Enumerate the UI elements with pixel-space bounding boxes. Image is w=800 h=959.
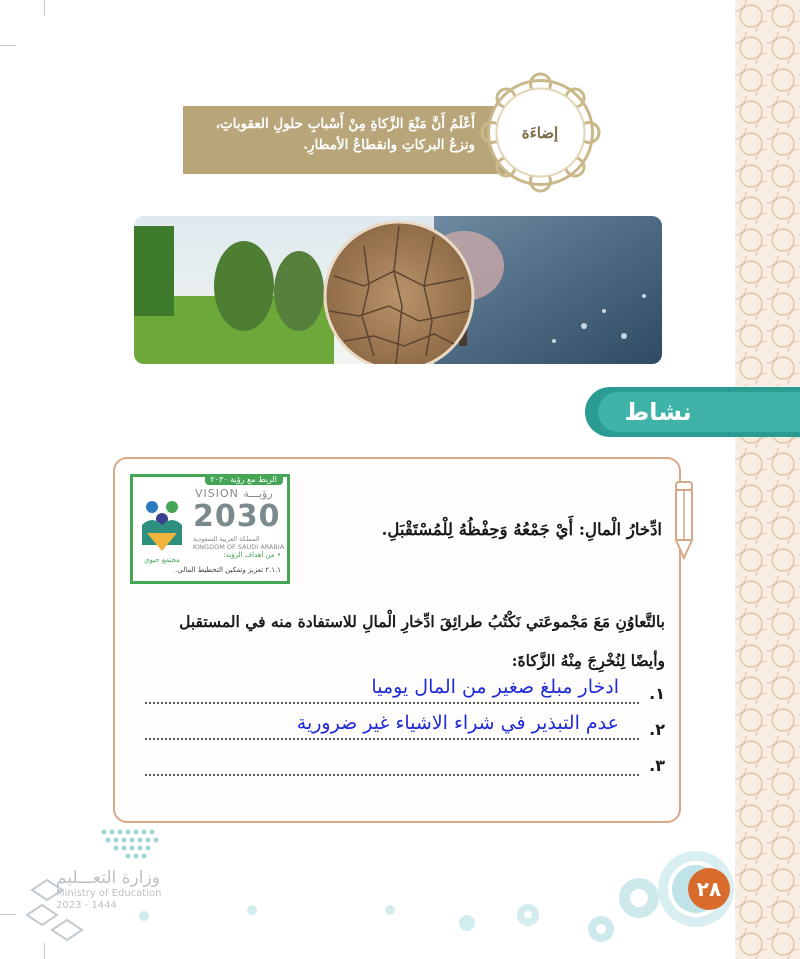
answer-number: ٢.	[649, 720, 665, 739]
vision-2030-card	[130, 474, 290, 584]
nature-photo-banner	[134, 216, 662, 364]
illumination-text: أَعْلَمُ أَنَّ مَنْعَ الزَّكاةِ مِنْ أَسْبابِ حلولِ العقوباتِ، ونزعُ البركاتِ وانقطاعُ الأمطارِ.	[215, 116, 475, 153]
answer-number: ١.	[649, 684, 665, 703]
answer-line	[145, 702, 639, 704]
answer-line	[145, 738, 639, 740]
ministry-dots-icon	[98, 826, 166, 862]
definition-text: ادِّخارُ الْمالِ: أَيْ جَمْعُهُ وَحِفْظُهُ لِلْمُسْتَقْبَلِ.	[381, 520, 662, 539]
flower-ornament-icon	[246, 904, 258, 916]
vision-goal-label: • من أهداف الرؤية:	[223, 551, 281, 559]
answer-text[interactable]: عدم التبذير في شراء الاشياء غير ضرورية	[293, 712, 623, 734]
vibrant-society-logo-icon	[137, 495, 187, 555]
vision-logo-label: مجتمع حيوي	[144, 556, 180, 564]
vision-tag: الربط مع رؤية ٢٠٣٠	[205, 474, 284, 485]
instruction-line-2: وأيضًا لِنُخْرِجَ مِنْهُ الزَّكاةَ:	[511, 651, 665, 670]
answer-row[interactable]	[145, 676, 665, 712]
crop-mark	[0, 45, 16, 46]
vision-kingdom: المملكة العربية السعودية KINGDOM OF SAUDI ARABIA	[193, 535, 285, 551]
flower-ornament-icon	[138, 910, 150, 922]
pencil-icon	[672, 478, 696, 562]
flower-ornament-icon	[384, 904, 396, 916]
answer-text[interactable]: ادخار مبلغ صغير من المال يوميا	[367, 676, 623, 698]
page-number: ٢٨	[688, 868, 730, 910]
ministry-name-en: Ministry of Education	[56, 888, 162, 899]
crop-mark	[44, 0, 45, 16]
flower-ornament-icon	[515, 902, 541, 928]
crop-mark	[0, 914, 16, 915]
activity-title: نشاط	[624, 398, 692, 426]
illumination-label: إضاءَة	[521, 124, 559, 142]
instruction-line-1: بالتَّعاوُنِ مَعَ مَجْموعَتي نَكْتُبُ طرائِقَ ادِّخارِ الْمالِ للاستفادة منه في المستقبل	[179, 612, 665, 631]
vision-year: 2030	[193, 499, 281, 534]
instruction-paragraph	[120, 602, 665, 680]
vision-goal-text: ٢.١.١ تعزيز وتمكين التخطيط المالي.	[175, 566, 281, 574]
vision-word: VISION رؤيـــة	[195, 487, 273, 500]
flower-ornament-icon	[617, 876, 661, 920]
answer-row[interactable]	[145, 712, 665, 748]
answer-line	[145, 774, 639, 776]
answer-row[interactable]	[145, 754, 665, 784]
decorative-border-pattern	[735, 0, 800, 959]
flower-ornament-icon	[458, 914, 476, 932]
ministry-name-ar: وزارة التعـــليم	[56, 868, 160, 888]
answer-number: ٣.	[649, 756, 665, 775]
ministry-year: 2023 - 1444	[56, 900, 117, 911]
flower-ornament-icon	[586, 914, 616, 944]
